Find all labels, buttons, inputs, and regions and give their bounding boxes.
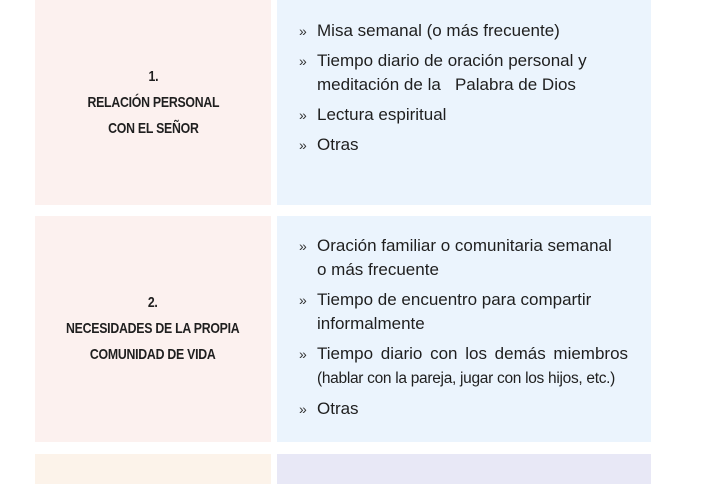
item-text: Otras: [317, 135, 359, 154]
section-number: 2.: [148, 294, 158, 311]
section-3-label-cell: [35, 454, 271, 484]
section-title-line: NECESIDADES DE LA PROPIA: [66, 320, 240, 337]
bullet-icon: »: [299, 401, 307, 417]
item-text: Lectura espiritual: [317, 105, 447, 124]
section-1-title: [87, 64, 219, 142]
list-item: [277, 49, 651, 97]
section-3-items-cell: [277, 454, 651, 484]
section-2-label-cell: [35, 216, 271, 442]
item-text: informalmente: [317, 314, 425, 333]
section-2-items-cell: [277, 216, 651, 442]
section-1-item-list: [277, 19, 651, 157]
list-item: [277, 19, 651, 43]
bullet-icon: »: [299, 238, 307, 254]
item-text: o más frecuente: [317, 260, 439, 279]
bullet-icon: »: [299, 53, 307, 69]
bullet-icon: »: [299, 346, 307, 362]
bullet-icon: »: [299, 292, 307, 308]
item-text: Oración familiar o comunitaria semanal: [317, 236, 612, 255]
section-1-items-cell: [277, 0, 651, 205]
item-text: meditación de la Palabra de Dios: [317, 75, 576, 94]
list-item: [277, 103, 651, 127]
bullet-icon: »: [299, 107, 307, 123]
section-title-line: COMUNIDAD DE VIDA: [90, 346, 216, 363]
section-2-title: [66, 290, 239, 368]
item-text: Tiempo diario con los demás miembros: [317, 344, 629, 363]
bullet-icon: »: [299, 137, 307, 153]
section-1-label-cell: [35, 0, 271, 205]
section-title-line: RELACIÓN PERSONAL: [87, 93, 219, 111]
list-item: [277, 234, 651, 282]
list-item: [277, 288, 651, 336]
bullet-icon: »: [299, 23, 307, 39]
item-text: Otras: [317, 399, 359, 418]
list-item: [277, 397, 651, 421]
item-text: Misa semanal (o más frecuente): [317, 21, 560, 40]
section-2-item-list: [277, 234, 651, 421]
item-text: (hablar con la pareja, jugar con los hijos, etc.): [317, 370, 616, 387]
list-item: [277, 342, 651, 391]
section-number: 1.: [148, 67, 158, 85]
list-item: [277, 133, 651, 157]
section-title-line: CON EL SEÑOR: [107, 119, 199, 137]
item-text: Tiempo de encuentro para compartir: [317, 290, 592, 309]
item-text: Tiempo diario de oración personal y: [317, 51, 587, 70]
